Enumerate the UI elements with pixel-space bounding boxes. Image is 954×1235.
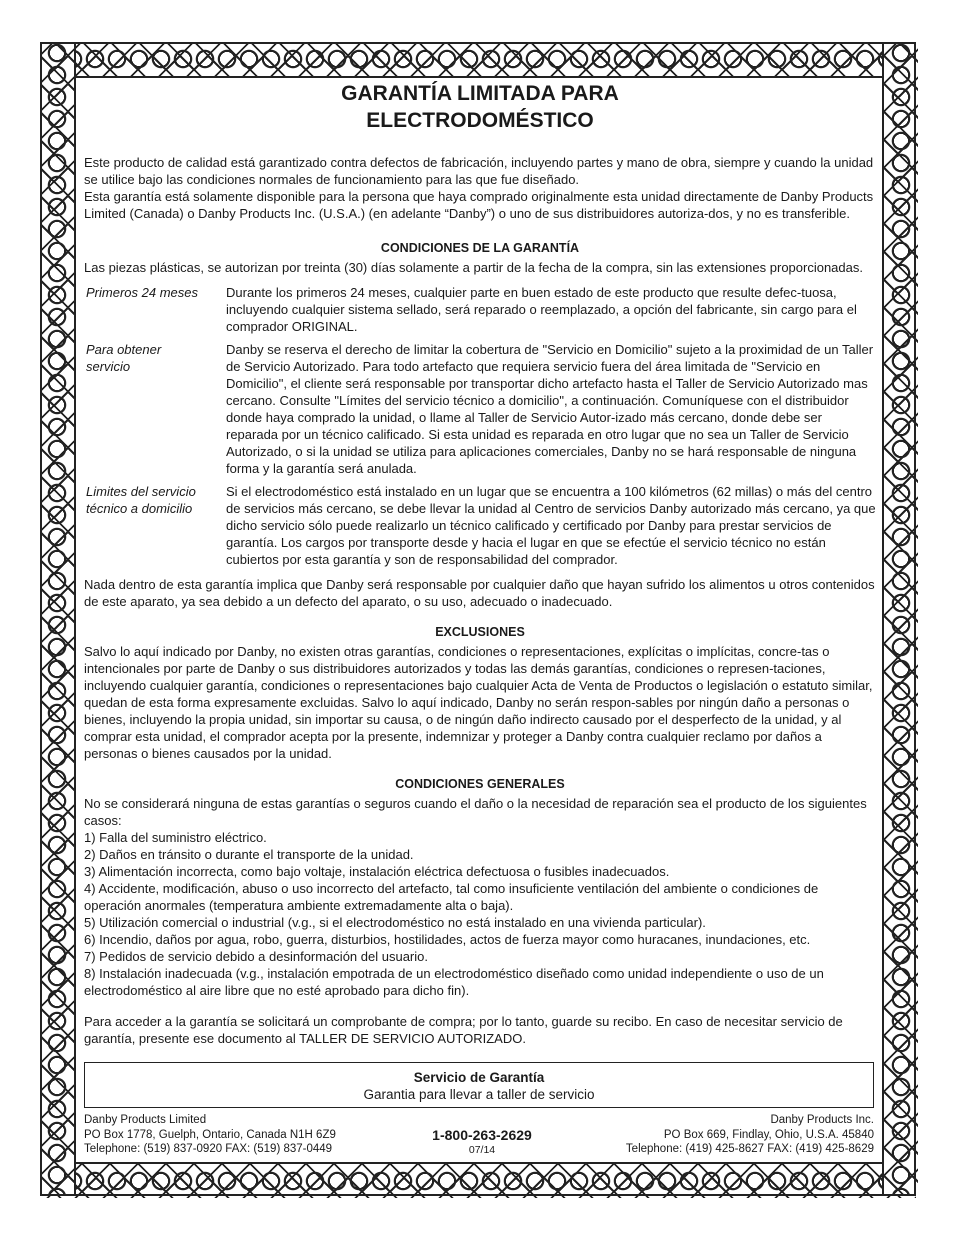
condition-text: Si el electrodoméstico está instalado en un lugar que se encuentra a 100 kilómetros (62 millas) o más del centro de servicios más cercano, se debe llevar la unidad al Centro de servicios Danby autorizado más cercano, ya que dicho servicio sólo puede realizarlo un técnico calificado y certificado por Danby para prestar servicios de garantía. Los cargos por transporte desde y hacia el lugar en que se efectúe el servicio técnico no están cubiertos por esta garantía y son de responsabilidad del comprador. bbox=[226, 484, 876, 567]
condition-row bbox=[84, 284, 876, 335]
general-conditions-heading: CONDICIONES GENERALES bbox=[395, 777, 565, 791]
title-line-2: ELECTRODOMÉSTICO bbox=[366, 109, 594, 132]
list-item: 2) Daños en tránsito o durante el transporte de la unidad. bbox=[84, 847, 414, 862]
revision-date: 07/14 bbox=[468, 1144, 496, 1156]
warranty-service-box bbox=[84, 1062, 874, 1108]
condition-row bbox=[84, 341, 876, 477]
general-conditions-lead: No se considerará ninguna de estas garantías o seguros cuando el daño o la necesidad de reparación sea el producto de los siguientes casos: bbox=[84, 796, 867, 828]
service-box-subtitle: Garantia para llevar a taller de servicio bbox=[363, 1087, 595, 1102]
condition-row bbox=[84, 483, 876, 568]
list-item: 7) Pedidos de servicio debido a desinformación del usuario. bbox=[84, 949, 428, 964]
footer-phone-fax: Telephone: (419) 425-8627 FAX: (419) 425-8629 bbox=[625, 1143, 874, 1155]
list-item: 5) Utilización comercial o industrial (v.g., si el electrodoméstico no está instalado en una vivienda particular). bbox=[84, 915, 706, 930]
intro-paragraph: Esta garantía está solamente disponible para la persona que haya comprado originalmente esta unidad directamente de Danby Products Limited (Canada) o Danby Products Inc. (U.S.A.) (en adelante “Danby”) o uno de sus distribuidores autoriza-dos, y no es transferible. bbox=[84, 189, 874, 221]
condition-text: Durante los primeros 24 meses, cualquier parte en buen estado de este producto que resulte defec-tuosa, incluyendo cualquier sistema sellado, será reparado o reemplazado, a opción del fabricante, sin cargo para el comprador ORIGINAL. bbox=[226, 285, 857, 334]
plastic-parts-note: Las piezas plásticas, se autorizan por treinta (30) días solamente a partir de la fecha de la compra, sin las extensiones proporcionadas. bbox=[84, 260, 863, 275]
condition-label: Limites del servicio técnico a domicilio bbox=[86, 484, 196, 516]
condition-text: Danby se reserva el derecho de limitar la cobertura de "Servicio en Domicilio" sujeto a la proximidad de un Taller de Servicio Autorizado. Para todo artefacto que requiera servicio fuera del área limitada de "Servicio en Domicilio", el cliente será responsable por transportar dicho artefacto hasta el Taller de Servicio Autorizado mas cercano. Consulte "Límites del servicio técnico a domicilio", a continuación. Comuníquese con el distribuidor donde haya comprado la unidad, o llame al Taller de Servicio Autor-izado más cercano, donde debe ser reparada por un técnico calificado. Si esta unidad es reparada en otro lugar que no sea un Taller de Servicio Autorizado, o si la unidad se utiliza para aplicaciones comerciales, Danby no se hará responsable de ninguna forma y la garantía será anulada. bbox=[226, 342, 874, 476]
toll-free-phone: 1-800-263-2629 bbox=[432, 1127, 532, 1143]
exclusions-text: Salvo lo aquí indicado por Danby, no existen otras garantías, condiciones o representaciones, explícitas o implícitas, concre-tas o intencionales por parte de Danby o sus distribuidores autorizados y todas las demás garantías, condiciones o represen-taciones, incluyendo cualquier garantía, condiciones o representaciones bajo cualquier Acta de Venta de Productos o legislación o estatuto similar, quedan de esta forma expresamente excluidas. Salvo lo aquí indicado, Danby no serán respon-sables por ningún daño a personas o bienes, incluyendo la propia unidad, sin importar su causa, o de ningún daño indirecto causado por el desperfecto de la unidad, y al comprar esta unidad, el comprador acepta por la presente, indemnizar y proteger a Danby contra cualquier reclamo por daños a personas o bienes causados por la unidad. bbox=[84, 644, 873, 761]
title-line-1: GARANTÍA LIMITADA PARA bbox=[341, 82, 619, 105]
warranty-content bbox=[84, 80, 876, 1047]
conditions-heading: CONDICIONES DE LA GARANTÍA bbox=[380, 241, 580, 255]
proof-of-purchase-note: Para acceder a la garantía se solicitará un comprobante de compra; por lo tanto, guarde su recibo. En caso de necesitar servicio de garantía, presente ese documento al TALLER DE SERVICIO AUTORIZADO. bbox=[84, 1014, 843, 1046]
footer-center bbox=[382, 1127, 582, 1157]
footer-usa-address bbox=[626, 1113, 874, 1157]
list-item: 3) Alimentación incorrecta, como bajo voltaje, instalación eléctrica defectuosa o fusibles inadecuados. bbox=[84, 864, 670, 879]
condition-label: Para obtener servicio bbox=[86, 342, 162, 374]
list-item: 6) Incendio, daños por agua, robo, guerra, disturbios, hostilidades, actos de fuerza mayor como huracanes, inundaciones, etc. bbox=[84, 932, 811, 947]
intro-paragraph: Este producto de calidad está garantizado contra defectos de fabricación, incluyendo partes y mano de obra, siempre y cuando la unidad se utilice bajo las condiciones normales de funcionamiento para las que fue diseñado. bbox=[84, 155, 874, 187]
footer-address: PO Box 669, Findlay, Ohio, U.S.A. 45840 bbox=[663, 1128, 874, 1141]
footer-canada-address bbox=[84, 1113, 336, 1157]
footer-company: Danby Products Inc. bbox=[770, 1114, 874, 1126]
footer-company: Danby Products Limited bbox=[84, 1114, 207, 1126]
page-title bbox=[84, 80, 876, 134]
food-contents-note: Nada dentro de esta garantía implica que Danby será responsable por cualquier daño que hayan sufrido los alimentos u otros contenidos de este aparato, ya sea debido a un defecto del aparato, o su uso, adecuado o inadecuado. bbox=[84, 577, 875, 609]
list-item: 4) Accidente, modificación, abuso o uso incorrecto del artefacto, tal como insuficiente ventilación del ambiente o condiciones de operación anormales (temperatura ambiente extremadamente alta o baja). bbox=[84, 881, 819, 913]
footer-address: PO Box 1778, Guelph, Ontario, Canada N1H 6Z9 bbox=[84, 1128, 336, 1141]
exclusions-heading: EXCLUSIONES bbox=[435, 625, 525, 639]
footer-phone-fax: Telephone: (519) 837-0920 FAX: (519) 837-0449 bbox=[84, 1143, 333, 1155]
list-item: 8) Instalación inadecuada (v.g., instalación empotrada de un electrodoméstico diseñado como unidad independiente o uso de un electrodoméstico al aire libre que no esté aprobado para dicho fin). bbox=[84, 966, 824, 998]
condition-label: Primeros 24 meses bbox=[86, 285, 198, 300]
intro-section bbox=[84, 154, 876, 222]
list-item: 1) Falla del suministro eléctrico. bbox=[84, 830, 267, 845]
service-box-title: Servicio de Garantía bbox=[413, 1070, 545, 1085]
